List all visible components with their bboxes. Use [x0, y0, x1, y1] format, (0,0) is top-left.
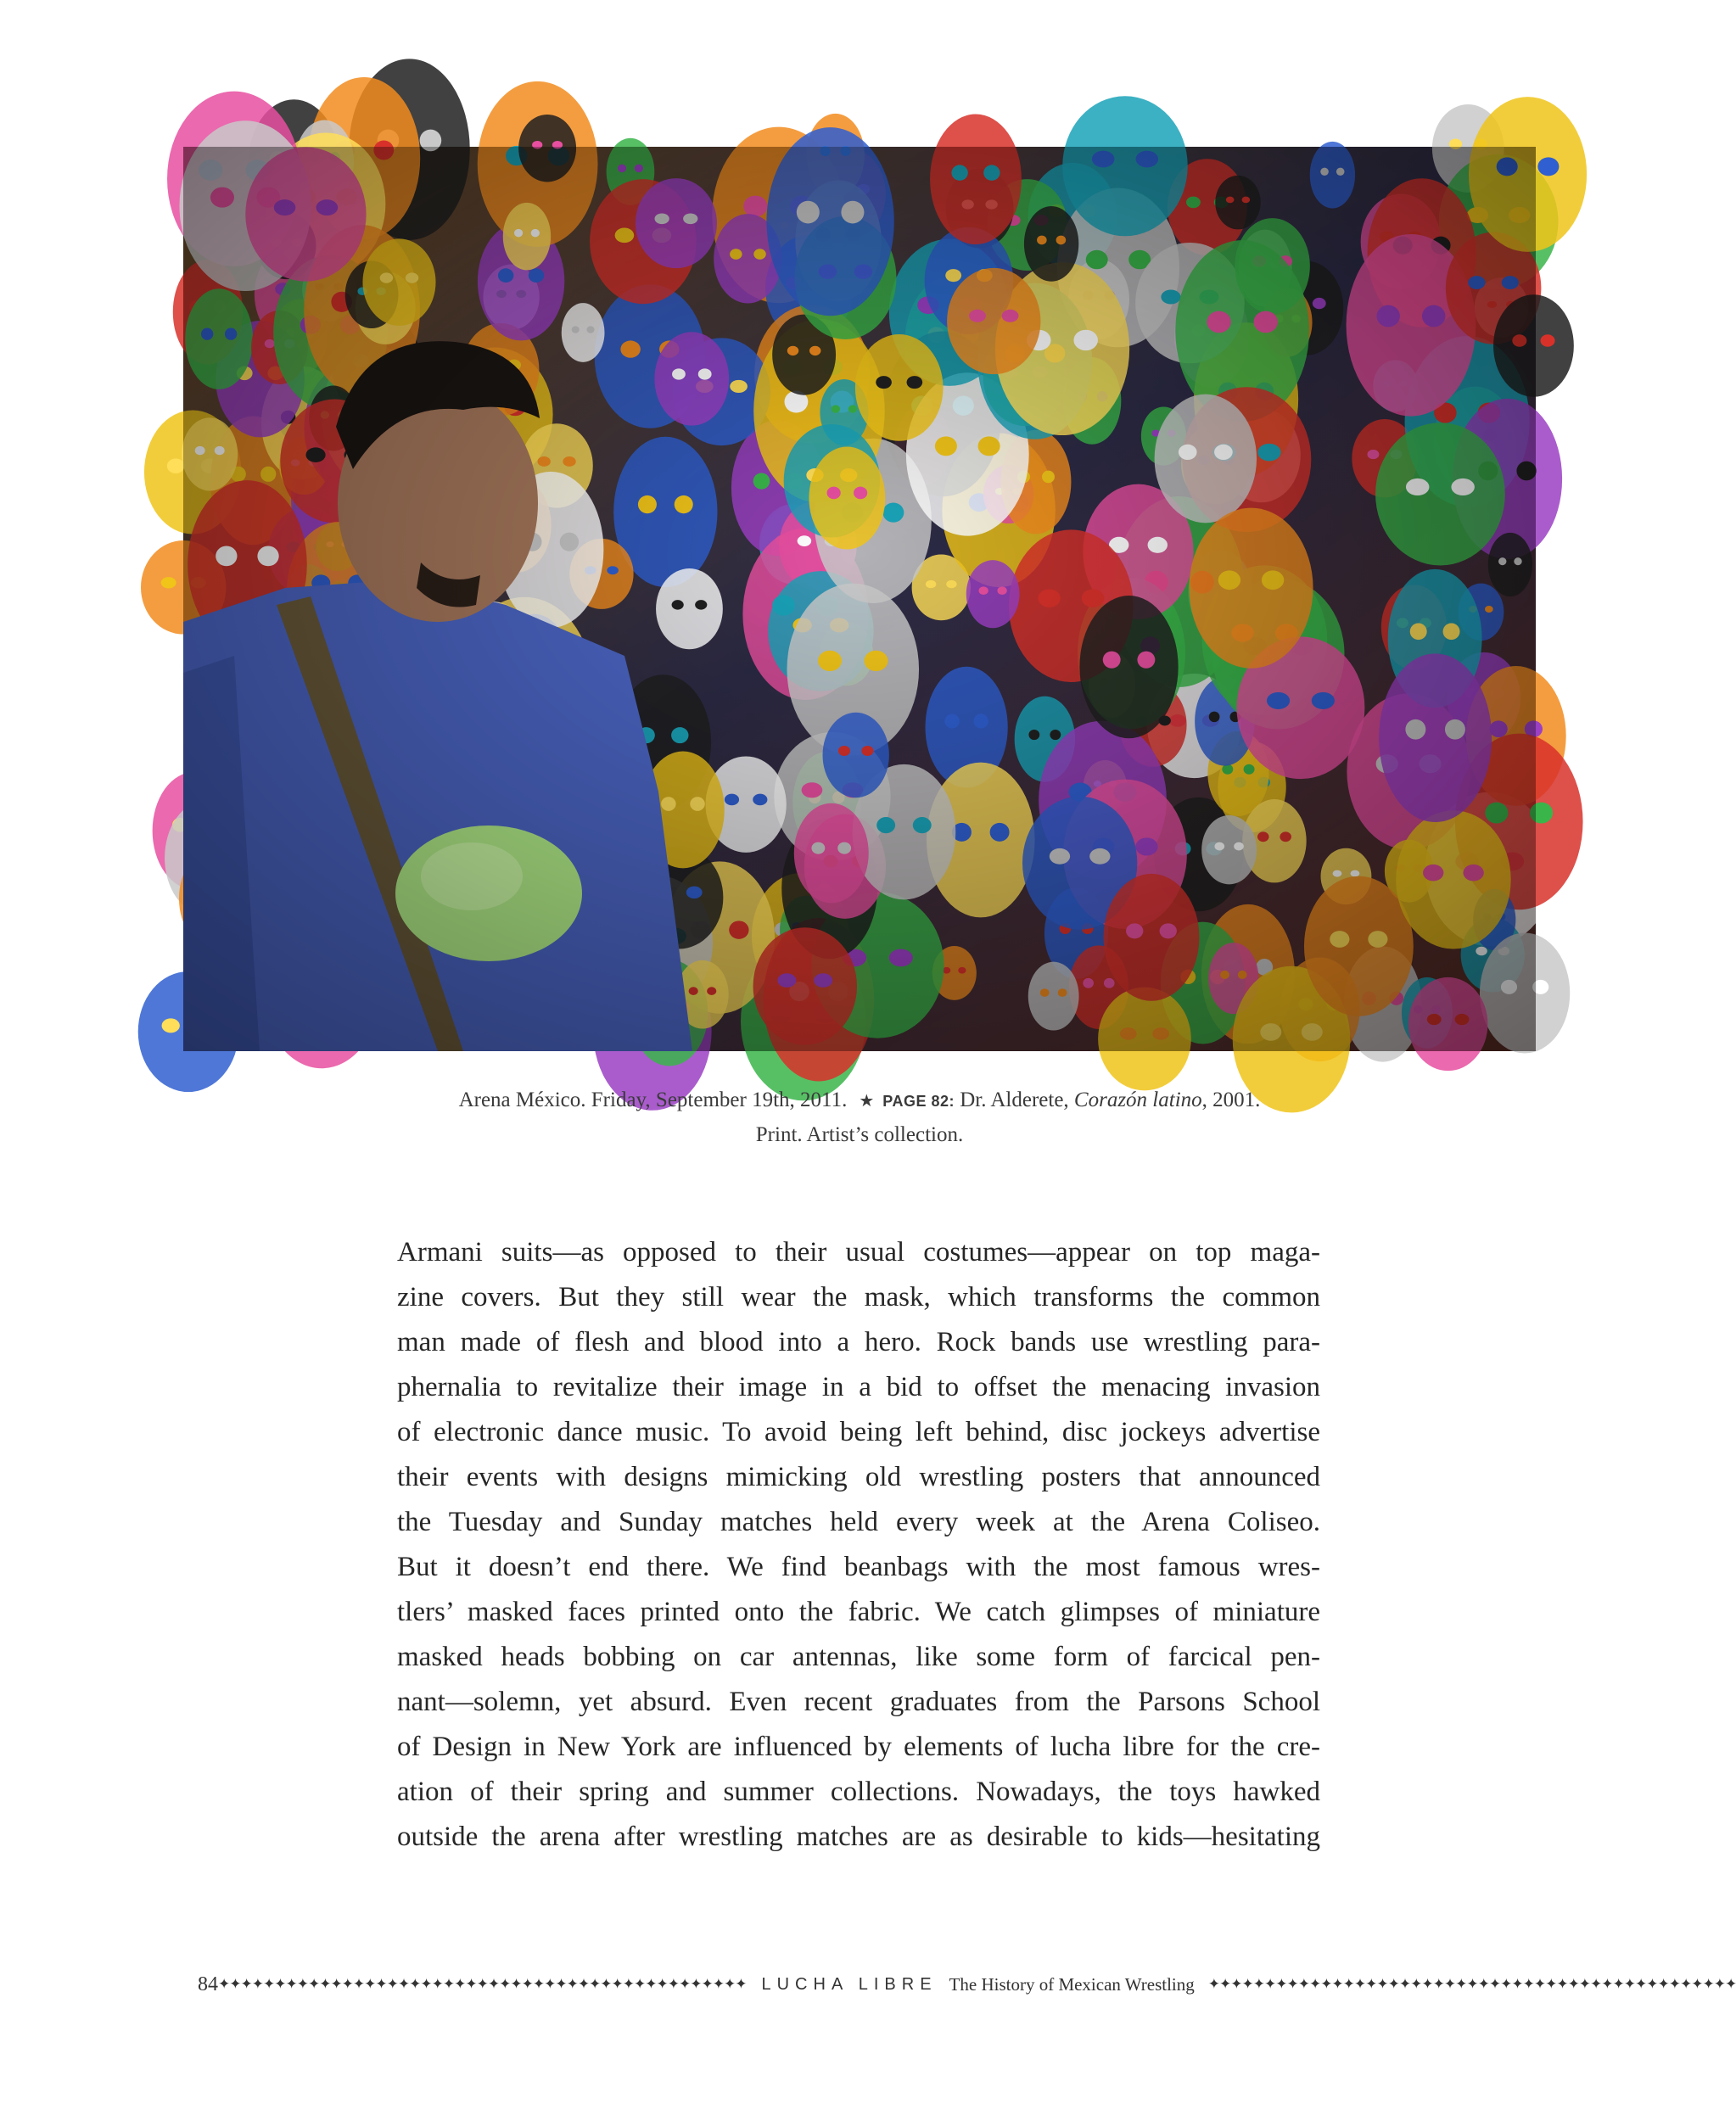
body-line: their events with designs mimicking old wrestling posters that announced — [397, 1462, 1320, 1492]
caption-year: , 2001. — [1201, 1088, 1261, 1111]
running-footer — [198, 1970, 1736, 1999]
caption-page-reference: PAGE 82: — [882, 1093, 955, 1110]
body-line: ation of their spring and summer collections. Nowadays, the toys hawked — [397, 1777, 1320, 1807]
body-line: phernalia to revitalize their image in a bid to offset the menacing invasion — [397, 1372, 1320, 1402]
page-number: 84 — [198, 1973, 218, 1995]
mask-eye — [167, 458, 185, 473]
star-icon: ★ — [859, 1090, 875, 1111]
body-line: of electronic dance music. To avoid being left behind, disc jockeys advertise — [397, 1417, 1320, 1447]
body-line: the Tuesday and Sunday matches held every week at the Arena Coliseo. — [397, 1507, 1320, 1537]
caption-line-1 — [183, 1083, 1536, 1118]
body-line: of Design in New York are influenced by elements of lucha libre for the cre- — [397, 1732, 1320, 1762]
body-line: Armani suits—as opposed to their usual costumes—appear on top maga- — [397, 1237, 1320, 1268]
body-line: zine covers. But they still wear the mask, which transforms the common — [397, 1282, 1320, 1312]
body-line: nant—solemn, yet absurd. Even recent graduates from the Parsons School — [397, 1687, 1320, 1717]
caption-artist: Dr. Alderete, — [960, 1088, 1069, 1111]
mask-eye — [162, 1018, 180, 1033]
body-line: outside the arena after wrestling matches are as desirable to kids—hesitating — [397, 1822, 1320, 1852]
mask-eye — [1537, 157, 1559, 176]
footer-book-subtitle: The History of Mexican Wrestling — [949, 1973, 1195, 1995]
body-text — [397, 1230, 1320, 1860]
body-line: man made of flesh and blood into a hero. Rock bands use wrestling para- — [397, 1327, 1320, 1357]
footer-book-title: LUCHA LIBRE — [761, 1974, 938, 1994]
mask-eye — [161, 577, 176, 588]
mask-eye — [1540, 334, 1554, 346]
body-line: But it doesn’t end there. We find beanbags with the most famous wres- — [397, 1552, 1320, 1582]
body-line: masked heads bobbing on car antennas, like some form of farcical pen- — [397, 1642, 1320, 1672]
lucha-masks-photo — [183, 147, 1536, 1051]
caption-work-title: Corazón latino — [1073, 1088, 1202, 1111]
photo-caption — [183, 1083, 1536, 1152]
caption-line-2: Print. Artist’s collection. — [755, 1123, 964, 1146]
body-line: tlers’ masked faces printed onto the fabric. We catch glimpses of miniature — [397, 1597, 1320, 1627]
caption-location-date: Arena México. Friday, September 19th, 2011. — [458, 1088, 848, 1111]
footer-ornament-right: ✦✦✦✦✦✦✦✦✦✦✦✦✦✦✦✦✦✦✦✦✦✦✦✦✦✦✦✦✦✦✦✦✦✦✦✦✦✦✦✦✦✦✦✦✦✦✦ — [1207, 1976, 1736, 1993]
photo-illustration — [183, 147, 1536, 1051]
footer-ornament-left: ✦✦✦✦✦✦✦✦✦✦✦✦✦✦✦✦✦✦✦✦✦✦✦✦✦✦✦✦✦✦✦✦✦✦✦✦✦✦✦✦✦✦✦✦✦✦✦ — [218, 1976, 747, 1993]
